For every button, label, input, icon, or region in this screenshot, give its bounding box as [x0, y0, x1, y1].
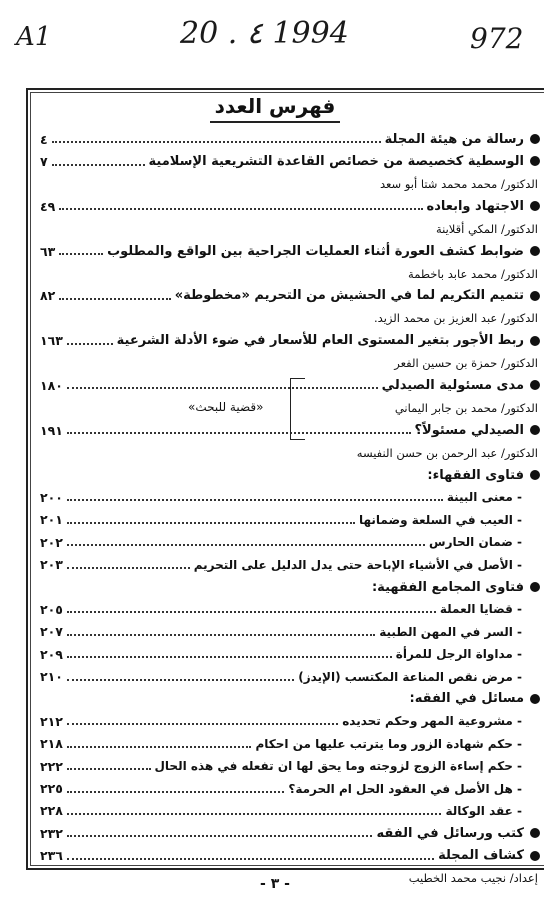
toc-text: - الأصل في الأشياء الإباحة حتى يدل الدليل على التحريم [193, 557, 522, 572]
toc-page-number: ٢٣٦ [40, 848, 63, 864]
leader-dots [67, 679, 294, 681]
leader-dots [59, 253, 103, 255]
toc-text: الاجتهاد وابعاده [426, 198, 524, 214]
toc-subentry [40, 621, 540, 643]
leader-dots [67, 432, 411, 434]
leader-dots [67, 634, 375, 636]
toc-subentry [40, 486, 540, 508]
leader-dots [67, 343, 113, 345]
toc-subentry [40, 755, 540, 777]
toc-text: ربط الأجور بتغير المستوى العام للأسعار في ضوء الأدلة الشرعية [116, 333, 524, 349]
toc-page-number: ٢٠١ [40, 512, 63, 528]
toc-page-number: ٢٠٧ [40, 624, 63, 640]
leader-dots [67, 656, 392, 658]
toc-page-number: ٢٠٩ [40, 646, 63, 662]
toc-text: مدى مسئولية الصيدلي [381, 377, 524, 393]
toc-text: الدكتور/ حمزة بن حسين الفعر [394, 356, 538, 371]
leader-dots [67, 723, 338, 725]
toc-page-number: ٢٢٨ [40, 803, 63, 819]
toc-page-number: ١٩١ [40, 422, 63, 438]
handwritten-date: 20 . ٤ 1994 [180, 16, 349, 51]
leader-dots [67, 791, 285, 793]
toc-text: - ضمان الحارس [429, 535, 522, 550]
toc-text: الدكتور/ عبد الرحمن بن حسن النفيسه [356, 445, 538, 460]
toc-text: الدكتور/ محمد عابد باخطمة [408, 266, 538, 281]
toc-section [40, 464, 540, 486]
toc-page-number: ٢٠٥ [40, 601, 63, 617]
leader-dots [52, 164, 145, 166]
toc-text: - هل الأصل في العقود الحل ام الحرمة؟ [288, 781, 522, 796]
toc-subentry [40, 710, 540, 732]
leader-dots [67, 544, 425, 546]
toc-page-number: ٢٠٢ [40, 534, 63, 550]
toc-author [40, 307, 540, 329]
toc-subentry [40, 553, 540, 575]
toc-text: - معنى البينة [446, 490, 522, 505]
toc-entry [40, 195, 540, 217]
leader-dots [67, 567, 190, 569]
handwritten-ref: A1 [16, 22, 52, 52]
toc-text: - السر في المهن الطبية [379, 624, 522, 639]
toc-page-number: ٢٢٥ [40, 781, 63, 797]
toc-text: رسالة من هيئة المجلة [384, 131, 524, 147]
toc-text: - قضايا العملة [439, 602, 522, 617]
toc-entry [40, 128, 540, 150]
toc-page-number: ٢١٢ [40, 713, 63, 729]
leader-dots [67, 768, 151, 770]
toc-entry [40, 150, 540, 172]
toc-text: الدكتور/ محمد بن جابر اليماني [394, 400, 538, 415]
toc-text: الوسطية كخصيصة من خصائص القاعدة التشريعية الإسلامية [148, 154, 524, 170]
toc-page-number: ٤ [40, 131, 48, 147]
toc-author [40, 441, 540, 463]
page-number: - ٣ - [260, 876, 290, 892]
leader-dots [59, 208, 422, 210]
toc-text: فتاوى الفقهاء: [427, 467, 524, 483]
toc-page-number: ٤٩ [40, 198, 56, 214]
toc-subentry [40, 531, 540, 553]
leader-dots [67, 858, 434, 860]
leader-dots [67, 835, 373, 837]
toc-text: الدكتور/ محمد محمد شتا أبو سعد [379, 176, 538, 191]
toc-text: - حكم شهادة الزور وما يترتب عليها من احكام [255, 736, 522, 751]
toc-author [40, 173, 540, 195]
page-title: فهرس العدد [214, 94, 336, 118]
toc-text: الصيدلي مسئولاً؟ [414, 422, 524, 438]
toc-text: - مداواة الرجل للمرأة [395, 647, 522, 662]
leader-dots [67, 813, 442, 815]
toc-page-number: ١٦٣ [40, 333, 63, 349]
table-of-contents [40, 128, 540, 889]
toc-text: ضوابط كشف العورة أثناء العمليات الجراحية بين الواقع والمطلوب [107, 243, 524, 259]
toc-page-number: ٢١٠ [40, 669, 63, 685]
toc-text: - مشروعية المهر وحكم تحديده [342, 714, 522, 729]
toc-text: مسائل في الفقه: [409, 691, 524, 707]
toc-text: - مرض نقص المناعة المكتسب (الإيدز) [298, 669, 522, 684]
toc-text: الدكتور/ عبد العزيز بن محمد الزيد. [374, 311, 538, 326]
leader-dots [67, 387, 378, 389]
title-underline [210, 121, 340, 123]
leader-dots [52, 141, 381, 143]
toc-page-number: ٧ [40, 154, 48, 170]
toc-text: - حكم إساءة الزوج لزوجته وما يحق لها ان تفعله في هذه الحال [154, 759, 522, 774]
toc-page-number: ٢٣٢ [40, 825, 63, 841]
toc-page-number: ١٨٠ [40, 377, 63, 393]
toc-author [40, 262, 540, 284]
toc-subentry [40, 665, 540, 687]
toc-text: إعداد/ نجيب محمد الخطيب [408, 871, 538, 886]
toc-text: تتميم التكريم لما في الحشيش من التحريم «مخطوطة» [174, 288, 524, 304]
toc-page-number: ٢١٨ [40, 736, 63, 752]
leader-dots [67, 611, 436, 613]
toc-subentry [40, 509, 540, 531]
toc-author [40, 352, 540, 374]
toc-entry [40, 845, 540, 867]
toc-entry [40, 822, 540, 844]
toc-entry [40, 240, 540, 262]
toc-text: فتاوى المجامع الفقهية: [371, 579, 524, 595]
toc-section [40, 576, 540, 598]
toc-subentry [40, 800, 540, 822]
toc-author [40, 218, 540, 240]
bracket-mark [290, 378, 305, 440]
toc-page-number: ٨٢ [40, 288, 56, 304]
toc-page-number: ٢٢٢ [40, 758, 63, 774]
toc-subentry [40, 733, 540, 755]
leader-dots [59, 298, 170, 300]
toc-subentry [40, 777, 540, 799]
toc-entry [40, 285, 540, 307]
toc-page-number: ٢٠٠ [40, 489, 63, 505]
leader-dots [67, 499, 443, 501]
toc-entry [40, 330, 540, 352]
leader-dots [67, 522, 355, 524]
handwritten-number: 972 [470, 22, 524, 55]
toc-page-number: ٢٠٣ [40, 557, 63, 573]
toc-text: كتب ورسائل في الفقه [376, 825, 524, 841]
toc-text: - العيب في السلعة وضمانها [358, 512, 522, 527]
bracket-note: «قضية للبحث» [188, 400, 264, 414]
leader-dots [67, 746, 252, 748]
toc-text: الدكتور/ المكي أقلاينة [435, 221, 538, 236]
toc-page-number: ٦٣ [40, 243, 56, 259]
toc-text: كشاف المجلة [438, 848, 524, 864]
toc-subentry [40, 598, 540, 620]
toc-text: - عقد الوكالة [445, 803, 522, 818]
toc-subentry [40, 643, 540, 665]
toc-section [40, 688, 540, 710]
